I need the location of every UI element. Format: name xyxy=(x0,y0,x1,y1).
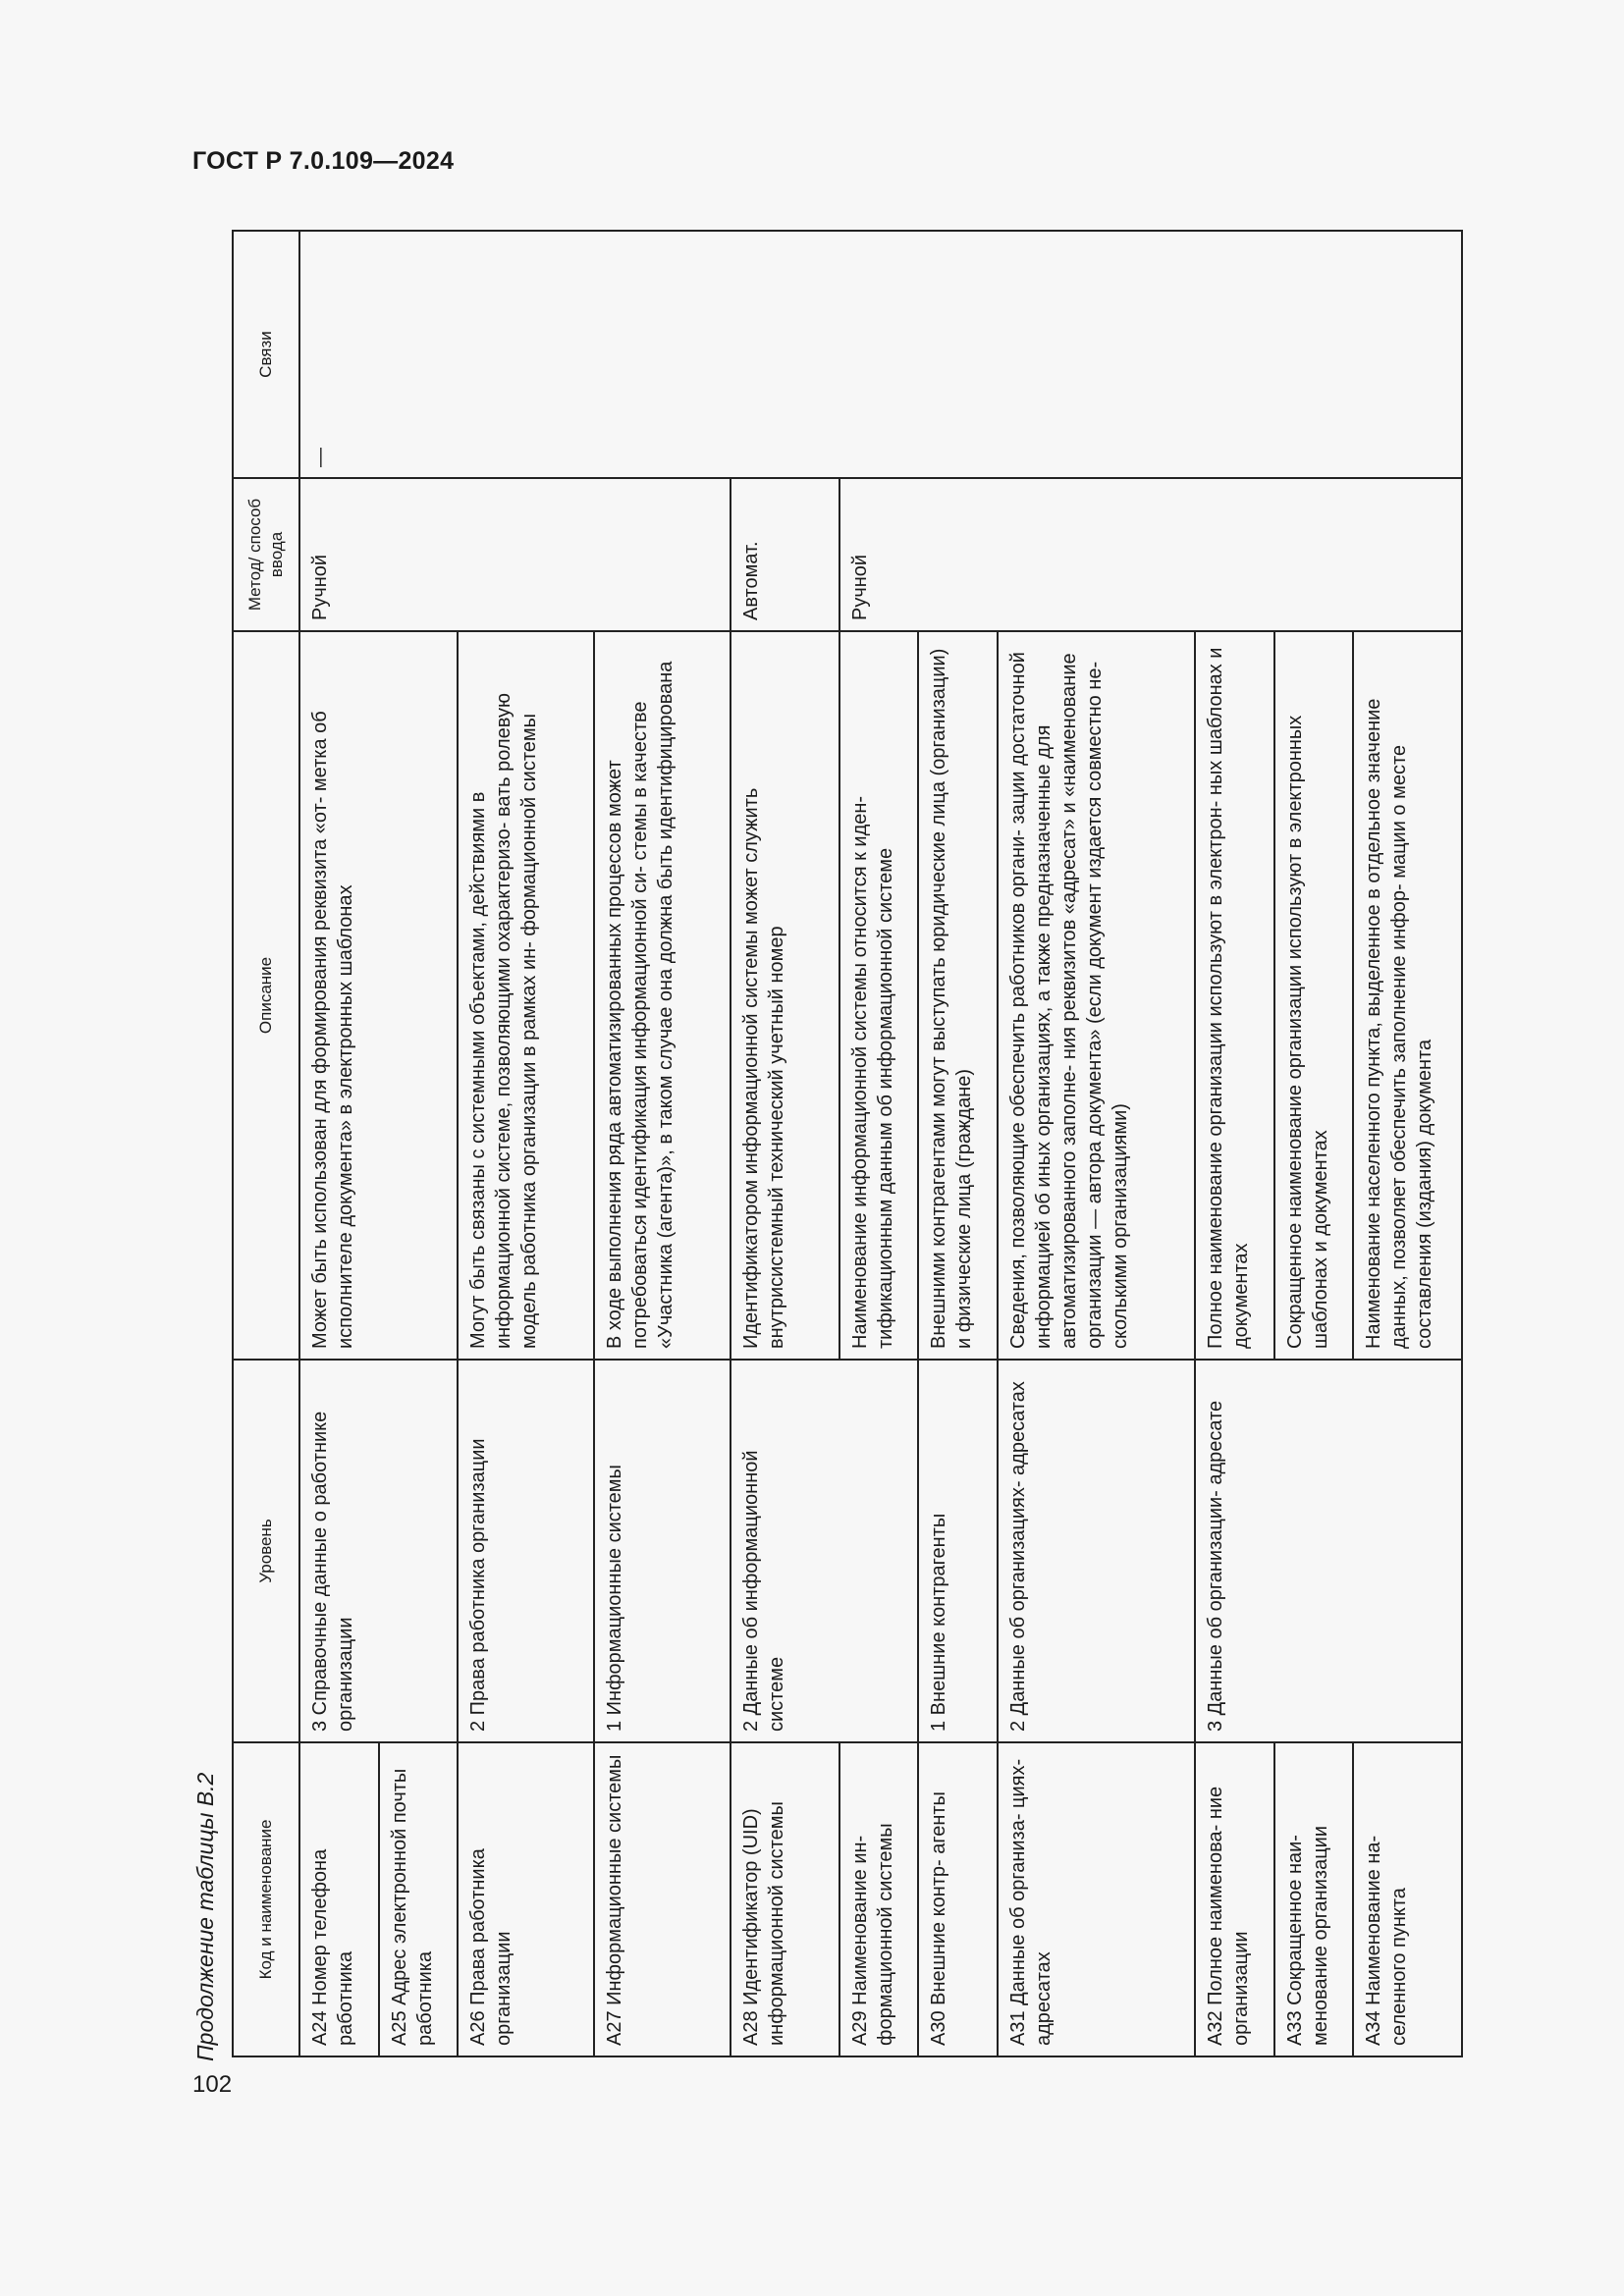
rotated-table-container xyxy=(232,232,1463,2057)
header-code-name: Код и наименование xyxy=(233,1742,299,2056)
cell-code-name: А27 Информационные системы xyxy=(594,1742,731,2056)
cell-code-name: А26 Права работника организации xyxy=(458,1742,594,2056)
cell-code-name: А31 Данные об организа- циях-адресатах xyxy=(998,1742,1195,2056)
cell-description: Внешними контрагентами могут выступать юридические лица (организации) и физические лица (граждане) xyxy=(918,631,998,1360)
cell-links: — xyxy=(299,231,1462,478)
header-method: Метод/ способ ввода xyxy=(233,478,299,631)
cell-level: 3 Справочные данные о работнике организации xyxy=(299,1360,458,1742)
cell-level: 1 Внешние контрагенты xyxy=(918,1360,998,1742)
cell-level: 1 Информационные системы xyxy=(594,1360,731,1742)
cell-method: Ручной xyxy=(839,478,1462,631)
cell-code-name: А28 Идентификатор (UID) информационной системы xyxy=(731,1742,839,2056)
cell-description: Сведения, позволяющие обеспечить работников органи- зации достаточной информацией об иных организациях, а также предназначенные для автоматизированного заполне- ния реквизитов «адресат» и «наименование организации — автора документа» (если документ издается совместно не- сколькими организациями) xyxy=(998,631,1195,1360)
cell-description: Может быть использован для формирования реквизита «от- метка об исполнителе документа» в электронных шаблонах xyxy=(299,631,458,1360)
header-links: Связи xyxy=(233,231,299,478)
cell-method: Ручной xyxy=(299,478,731,631)
cell-level: 2 Данные об организациях- адресатах xyxy=(998,1360,1195,1742)
header-description: Описание xyxy=(233,631,299,1360)
table-header-row xyxy=(233,231,299,2056)
document-header: ГОСТ Р 7.0.109—2024 xyxy=(192,147,455,175)
table-caption: Продолжение таблицы В.2 xyxy=(192,1772,218,2061)
cell-code-name: А25 Адрес электронной почты работника xyxy=(379,1742,459,2056)
header-level: Уровень xyxy=(233,1360,299,1742)
cell-description: Полное наименование организации используют в электрон- ных шаблонах и документах xyxy=(1195,631,1274,1360)
cell-code-name: А30 Внешние контр- агенты xyxy=(918,1742,998,2056)
cell-level: 3 Данные об организации- адресате xyxy=(1195,1360,1462,1742)
cell-description: Идентификатором информационной системы может служить внутрисистемный технический учетный номер xyxy=(731,631,839,1360)
cell-method: Автомат. xyxy=(731,478,839,631)
cell-code-name: А34 Наименование на- селенного пункта xyxy=(1353,1742,1462,2056)
cell-description: Наименование информационной системы относится к иден- тификационным данным об информационной системе xyxy=(839,631,919,1360)
cell-description: Сокращенное наименование организации используют в электронных шаблонах и документах xyxy=(1274,631,1354,1360)
cell-description: Наименование населенного пункта, выделенное в отдельное значение данных, позволяет обеспечить заполнение инфор- мации о месте составления (издания) документа xyxy=(1353,631,1462,1360)
table-row xyxy=(731,231,839,2056)
page-number: 102 xyxy=(192,2071,233,2098)
cell-code-name: А29 Наименование ин- формационной системы xyxy=(839,1742,919,2056)
cell-level: 2 Права работника организации xyxy=(458,1360,594,1742)
table-row xyxy=(299,231,379,2056)
data-table xyxy=(232,230,1463,2057)
cell-code-name: А24 Номер телефона работника xyxy=(299,1742,379,2056)
cell-code-name: А32 Полное наименова- ние организации xyxy=(1195,1742,1274,2056)
cell-description: В ходе выполнения ряда автоматизированных процессов может потребоваться идентификация информационной си- стемы в качестве «Участника (агента)», в таком случае она должна быть идентифицирована xyxy=(594,631,731,1360)
cell-code-name: А33 Сокращенное наи- менование организации xyxy=(1274,1742,1354,2056)
cell-level: 2 Данные об информационной системе xyxy=(731,1360,918,1742)
cell-description: Могут быть связаны с системными объектами, действиями в информационной системе, позволяющими охарактеризо- вать ролевую модель работника организации в рамках ин- формационной системы xyxy=(458,631,594,1360)
table-row xyxy=(839,231,919,2056)
